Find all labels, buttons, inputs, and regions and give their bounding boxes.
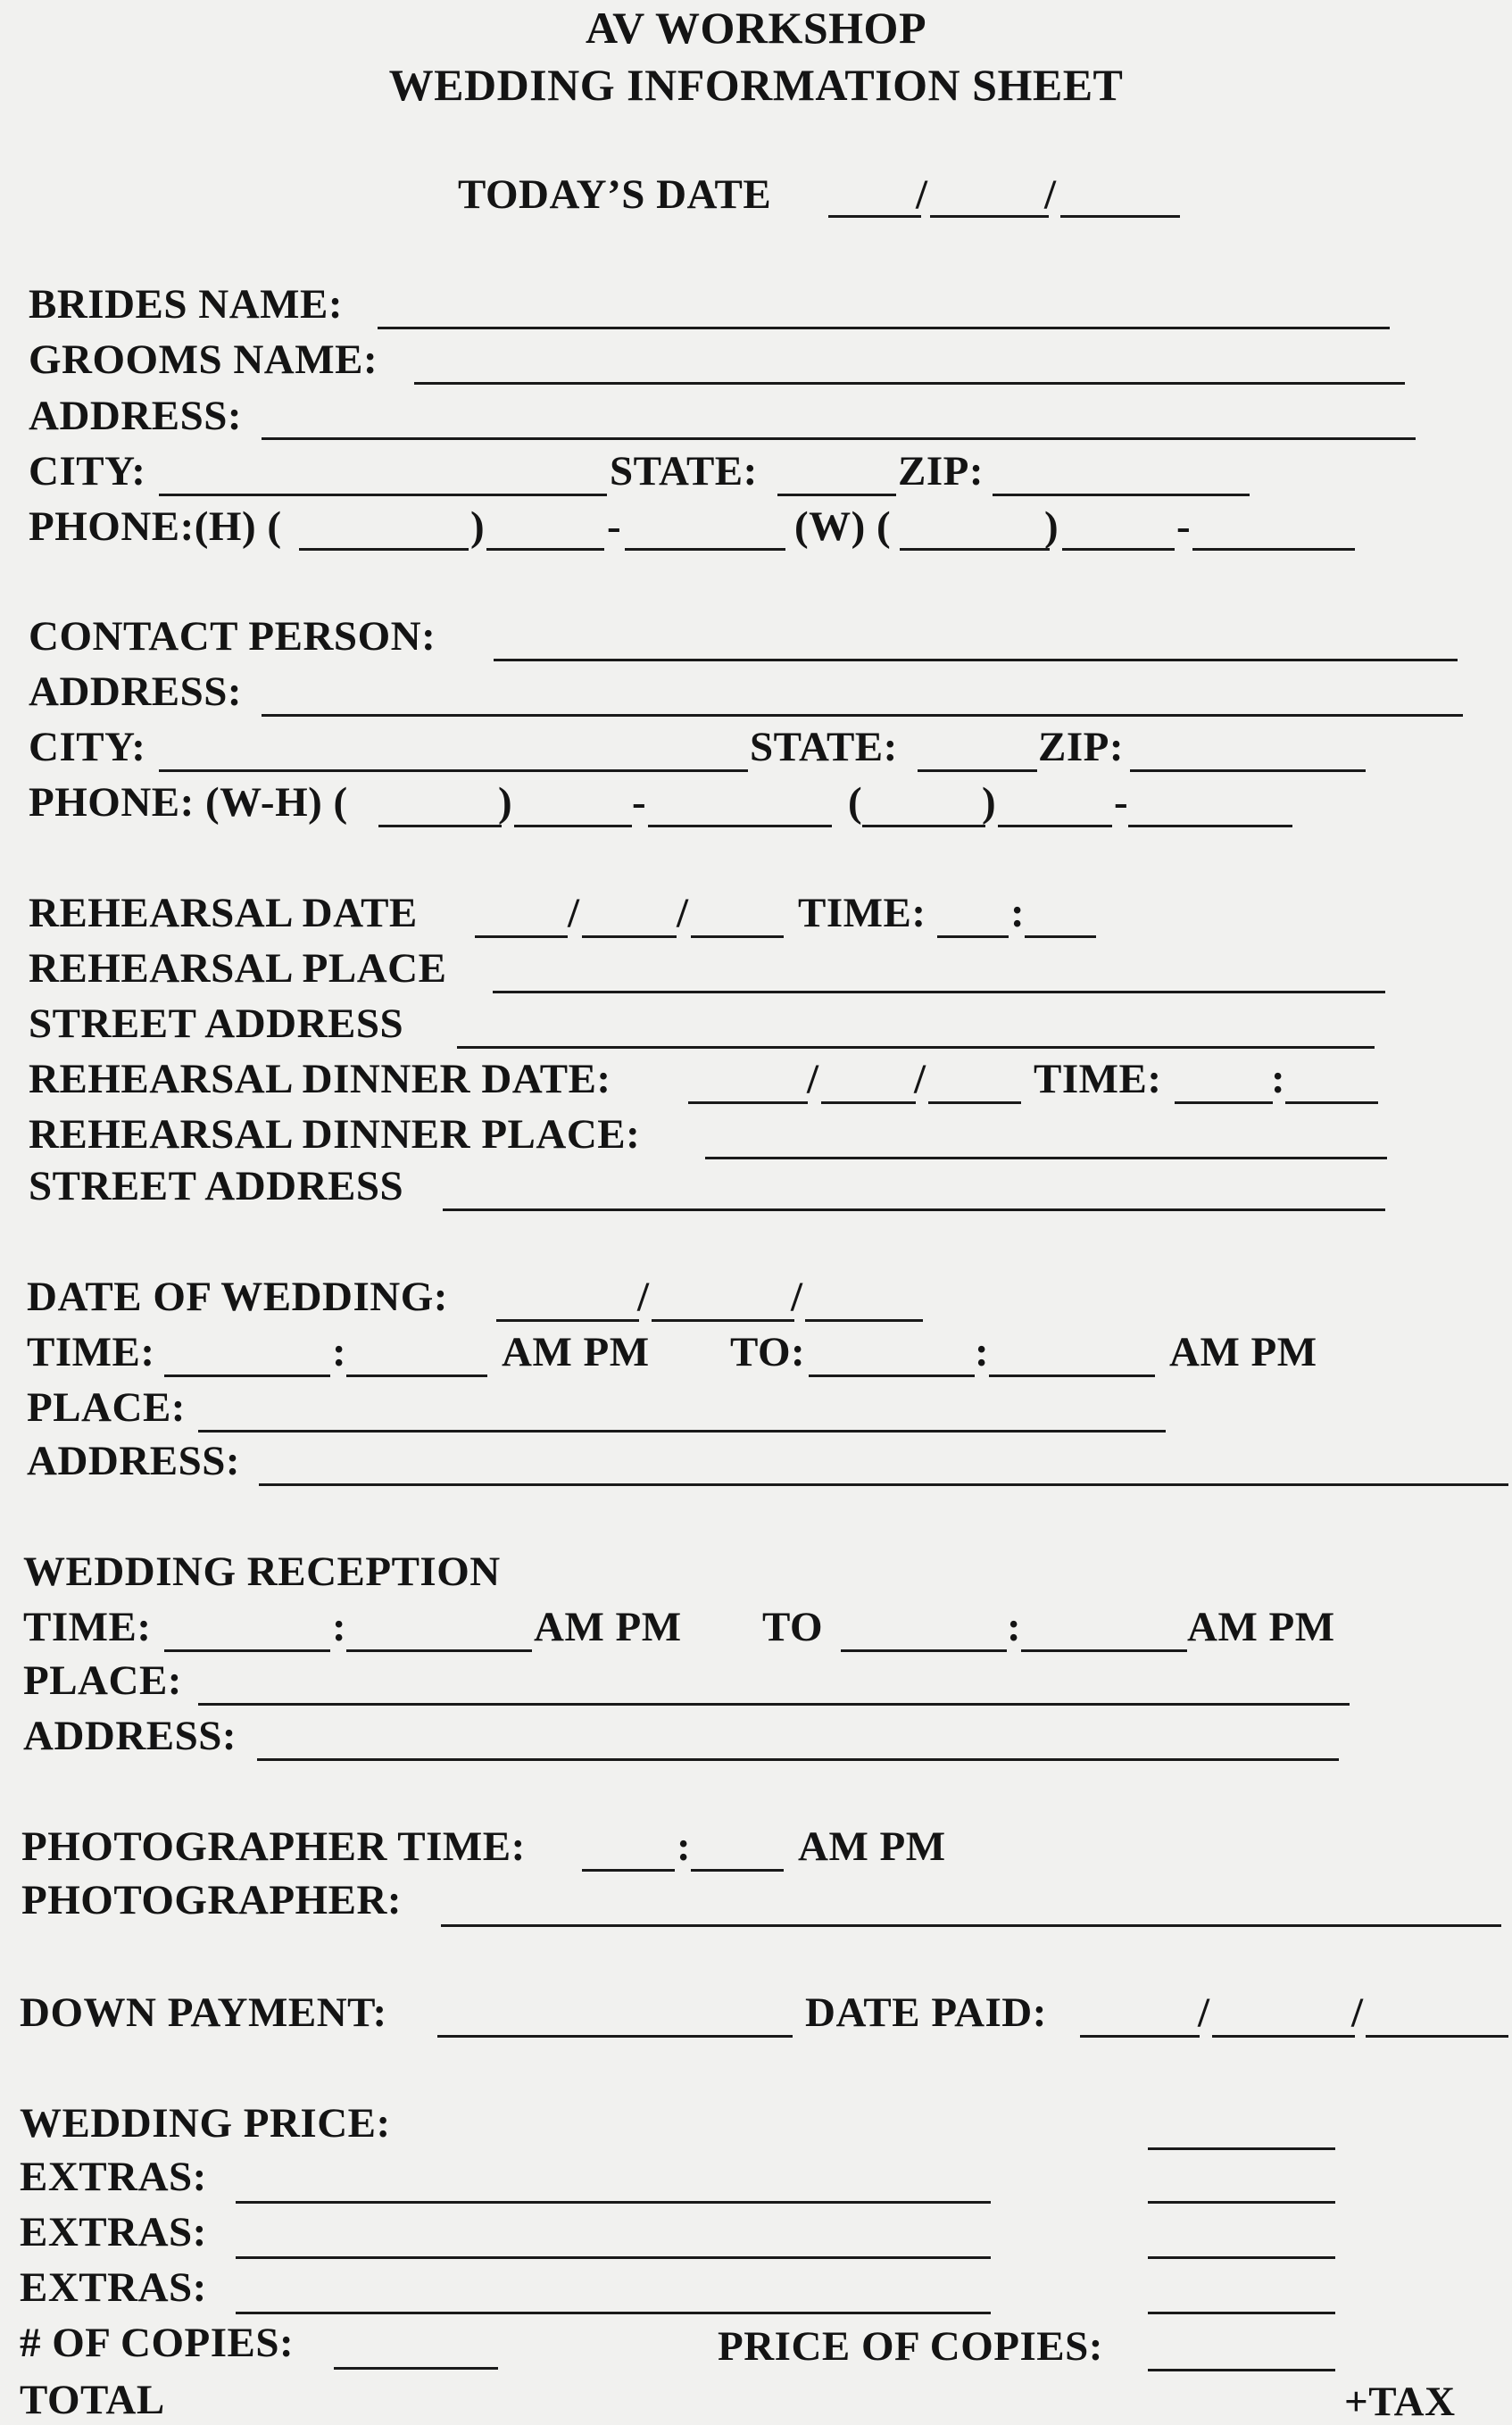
contact-city-label: CITY: [29,724,146,770]
contact-zip-field[interactable] [1130,769,1366,772]
date-slash: / [637,1274,650,1320]
date-paid-day-field[interactable] [1212,2035,1355,2038]
phone-paren: ) [982,779,997,826]
grooms-name-label: GROOMS NAME: [29,336,378,383]
dinner-date-year-field[interactable] [928,1101,1021,1104]
wedding-time-label: TIME: [27,1329,155,1375]
extras-amount-field[interactable] [1148,2256,1335,2259]
wedding-to-hour-field[interactable] [809,1374,975,1377]
rehearsal-date-year-field[interactable] [691,935,784,938]
city-label: CITY: [29,448,146,494]
date-slash: / [916,171,928,218]
photographer-time-minute-field[interactable] [691,1869,784,1872]
photographer-time-hour-field[interactable] [582,1869,675,1872]
rehearsal-street-label: STREET ADDRESS [29,1001,404,1047]
reception-time-label: TIME: [23,1604,152,1650]
wedding-date-day-field[interactable] [652,1319,794,1322]
wedding-to-minute-field[interactable] [989,1374,1155,1377]
dinner-place-field[interactable] [705,1157,1387,1159]
form-title: AV WORKSHOP [586,3,926,53]
phone-dash: - [632,779,647,826]
dinner-date-day-field[interactable] [821,1101,916,1104]
date-slash: / [1198,1989,1210,2036]
home-phone-label: PHONE:(H) ( [29,503,282,550]
photographer-name-field[interactable] [441,1924,1501,1927]
contact-state-field[interactable] [918,769,1037,772]
extras-label: EXTRAS: [20,2264,207,2311]
contact-address-field[interactable] [262,714,1463,717]
down-payment-field[interactable] [437,2035,793,2038]
todays-date-year-field[interactable] [1060,215,1180,218]
extras-amount-field[interactable] [1148,2312,1335,2314]
wedding-date-year-field[interactable] [805,1319,923,1322]
wedding-to-ampm-label: AM PM [1169,1329,1317,1375]
date-slash: / [1351,1989,1364,2036]
time-colon: : [1010,890,1026,936]
contact-phone2-prefix-field[interactable] [998,825,1112,827]
wedding-price-amount-field[interactable] [1148,2147,1335,2150]
rehearsal-place-field[interactable] [493,991,1385,993]
wedding-address-field[interactable] [259,1483,1508,1486]
address-field[interactable] [262,437,1416,440]
contact-state-label: STATE: [750,724,898,770]
time-colon: : [1007,1604,1022,1650]
wedding-time-minute-field[interactable] [346,1374,487,1377]
form-subtitle: WEDDING INFORMATION SHEET [388,60,1124,110]
rehearsal-date-day-field[interactable] [582,935,677,938]
extras-label: EXTRAS: [20,2154,207,2200]
copies-count-field[interactable] [334,2367,498,2370]
contact-phone-area-field[interactable] [378,825,502,827]
reception-time-hour-field[interactable] [164,1649,330,1652]
zip-field[interactable] [993,494,1250,496]
extras-description-field[interactable] [236,2201,991,2204]
dinner-date-month-field[interactable] [688,1101,808,1104]
rehearsal-street-field[interactable] [457,1046,1375,1049]
phone-paren: ( [848,779,863,826]
work-phone-prefix-field[interactable] [1062,548,1175,551]
phone-dash: - [607,503,622,550]
date-slash: / [1044,171,1057,218]
extras-amount-field[interactable] [1148,2201,1335,2204]
grooms-name-field[interactable] [414,382,1405,385]
contact-phone-line-field[interactable] [648,825,832,827]
price-of-copies-field[interactable] [1148,2369,1335,2371]
contact-city-field[interactable] [159,769,748,772]
brides-name-label: BRIDES NAME: [29,281,344,328]
contact-zip-label: ZIP: [1038,724,1124,770]
date-paid-month-field[interactable] [1080,2035,1200,2038]
date-slash: / [807,1056,819,1102]
phone-dash: - [1114,779,1129,826]
contact-address-label: ADDRESS: [29,669,243,715]
state-label: STATE: [610,448,758,494]
wedding-price-label: WEDDING PRICE: [20,2100,391,2147]
contact-phone-label: PHONE: (W-H) ( [29,779,348,826]
home-phone-line-field[interactable] [625,548,785,551]
photographer-name-label: PHOTOGRAPHER: [21,1877,403,1923]
reception-place-field[interactable] [198,1703,1350,1706]
date-paid-label: DATE PAID: [805,1989,1047,2036]
contact-phone2-line-field[interactable] [1128,825,1292,827]
copies-label: # OF COPIES: [20,2320,295,2366]
reception-to-ampm-label: AM PM [1187,1604,1335,1650]
reception-to-minute-field[interactable] [1021,1649,1187,1652]
extras-description-field[interactable] [236,2312,991,2314]
wedding-date-label: DATE OF WEDDING: [27,1274,448,1320]
rehearsal-dinner-place-label: REHEARSAL DINNER PLACE: [29,1111,641,1158]
date-slash: / [568,890,580,936]
wedding-ampm-label: AM PM [502,1329,650,1375]
dinner-time-hour-field[interactable] [1175,1101,1273,1104]
phone-paren: ) [498,779,513,826]
date-slash: / [791,1274,803,1320]
total-label: TOTAL [20,2377,165,2423]
rehearsal-time-label: TIME: [798,890,926,936]
phone-paren: ) [1044,503,1059,550]
photographer-ampm-label: AM PM [798,1823,946,1870]
rehearsal-dinner-date-label: REHEARSAL DINNER DATE: [29,1056,611,1102]
contact-phone-prefix-field[interactable] [514,825,632,827]
extras-description-field[interactable] [236,2256,991,2259]
dinner-street-label: STREET ADDRESS [29,1163,404,1209]
dinner-time-minute-field[interactable] [1285,1101,1378,1104]
contact-person-field[interactable] [494,659,1458,661]
rehearsal-time-hour-field[interactable] [937,935,1009,938]
rehearsal-time-minute-field[interactable] [1025,935,1096,938]
todays-date-label: TODAY’S DATE [458,171,772,218]
home-phone-area-field[interactable] [299,548,469,551]
time-colon: : [1271,1056,1286,1102]
down-payment-label: DOWN PAYMENT: [20,1989,387,2036]
contact-person-label: CONTACT PERSON: [29,613,436,660]
phone-dash: - [1176,503,1192,550]
wedding-address-label: ADDRESS: [27,1438,241,1484]
photographer-time-label: PHOTOGRAPHER TIME: [21,1823,526,1870]
wedding-time-hour-field[interactable] [164,1374,330,1377]
reception-to-label: TO [762,1604,824,1650]
work-phone-line-field[interactable] [1192,548,1355,551]
reception-address-label: ADDRESS: [23,1713,237,1759]
brides-name-field[interactable] [378,327,1390,329]
home-phone-prefix-field[interactable] [486,548,604,551]
todays-date-month-field[interactable] [828,215,921,218]
wedding-to-label: TO: [730,1329,806,1375]
date-slash: / [914,1056,926,1102]
dinner-street-field[interactable] [443,1208,1385,1211]
rehearsal-place-label: REHEARSAL PLACE [29,945,447,992]
rehearsal-date-month-field[interactable] [475,935,568,938]
time-colon: : [975,1329,990,1375]
work-phone-area-field[interactable] [900,548,1050,551]
dinner-time-label: TIME: [1034,1056,1162,1102]
todays-date-day-field[interactable] [930,215,1049,218]
tax-label: +TAX [1344,2379,1456,2425]
reception-to-hour-field[interactable] [841,1649,1007,1652]
rehearsal-date-label: REHEARSAL DATE [29,890,418,936]
reception-time-minute-field[interactable] [346,1649,532,1652]
address-label: ADDRESS: [29,393,243,439]
time-colon: : [332,1604,347,1650]
wedding-place-label: PLACE: [27,1384,186,1431]
wedding-place-field[interactable] [198,1430,1166,1433]
phone-paren: ) [470,503,486,550]
contact-phone2-area-field[interactable] [862,825,985,827]
date-slash: / [677,890,689,936]
work-phone-label: (W) ( [794,503,892,550]
date-paid-year-field[interactable] [1366,2035,1508,2038]
zip-label: ZIP: [898,448,984,494]
reception-heading: WEDDING RECEPTION [23,1549,501,1595]
reception-place-label: PLACE: [23,1657,182,1704]
extras-label: EXTRAS: [20,2209,207,2255]
reception-address-field[interactable] [257,1758,1339,1761]
reception-ampm-label: AM PM [534,1604,682,1650]
wedding-date-month-field[interactable] [496,1319,639,1322]
time-colon: : [332,1329,347,1375]
price-of-copies-label: PRICE OF COPIES: [718,2323,1103,2370]
city-field[interactable] [159,494,607,496]
state-field[interactable] [777,494,896,496]
time-colon: : [677,1823,692,1870]
